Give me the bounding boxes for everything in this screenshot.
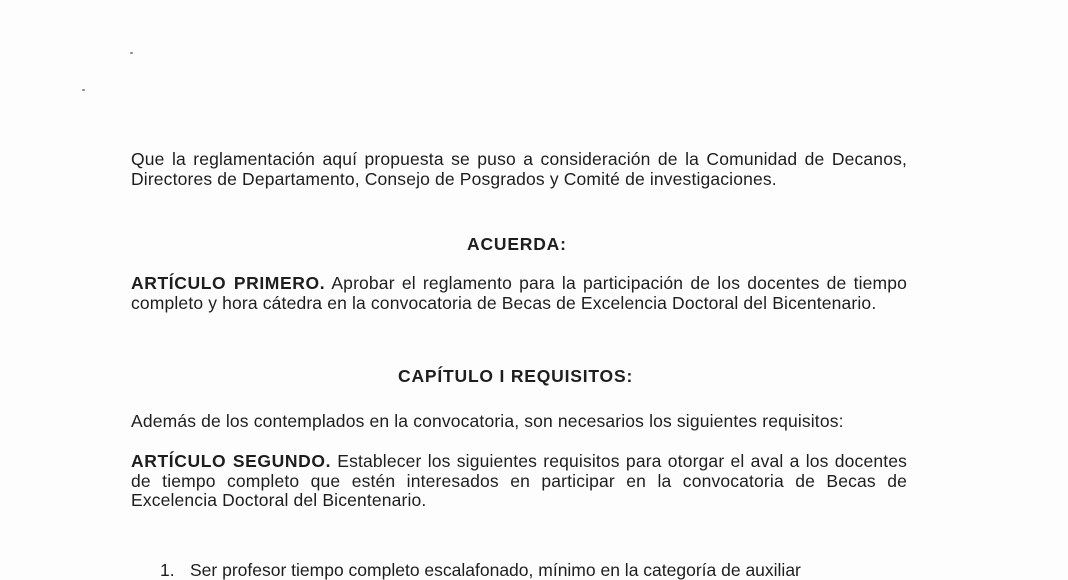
list-item-number: 1. bbox=[160, 560, 175, 580]
articulo-segundo-lead: ARTÍCULO SEGUNDO. bbox=[131, 451, 332, 471]
intro-paragraph bbox=[131, 150, 907, 189]
articulo-primero-paragraph bbox=[131, 274, 907, 313]
articulo-segundo-paragraph bbox=[131, 452, 907, 511]
scan-speck bbox=[130, 52, 133, 54]
capitulo-heading: CAPÍTULO I REQUISITOS: bbox=[398, 366, 634, 386]
requisitos-intro bbox=[131, 412, 907, 432]
list-item bbox=[160, 560, 801, 580]
articulo-primero-lead: ARTÍCULO PRIMERO. bbox=[131, 273, 326, 293]
articulo-primero-text: Aprobar el reglamento para la participación de los docentes de tiempo completo y hora cátedra en la convocatoria de Becas de Excelencia Doctoral del Bicentenario. bbox=[131, 273, 907, 313]
acuerda-heading: ACUERDA: bbox=[467, 234, 567, 254]
requisitos-intro-text: Además de los contemplados en la convocatoria, son necesarios los siguientes requisitos: bbox=[131, 411, 844, 431]
intro-paragraph-text: Que la reglamentación aquí propuesta se puso a consideración de la Comunidad de Decanos, Directores de Departamento, Consejo de Posgrados y Comité de investigaciones. bbox=[131, 149, 907, 189]
scan-speck bbox=[82, 89, 85, 91]
articulo-segundo-text: Establecer los siguientes requisitos para otorgar el aval a los docentes de tiempo completo que estén interesados en participar en la convocatoria de Becas de Excelencia Doctoral del Bicentenario. bbox=[131, 451, 908, 510]
list-item-text: Ser profesor tiempo completo escalafonado, mínimo en la categoría de auxiliar bbox=[190, 560, 801, 580]
